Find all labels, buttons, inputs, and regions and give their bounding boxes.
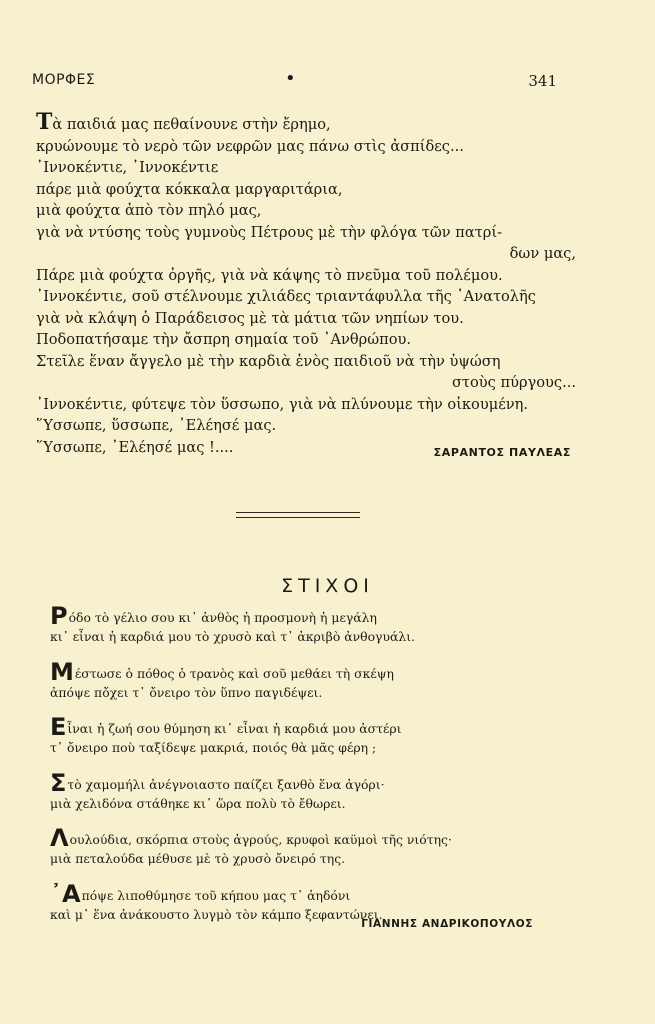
stanza-line — [50, 768, 570, 797]
poem-one-line: πάρε μιὰ φούχτα κόκκαλα μαργαριτάρια, — [36, 180, 343, 198]
stanza-line — [50, 824, 570, 852]
page-number: 341 — [528, 72, 557, 90]
poem-one-initial: Τ — [36, 109, 53, 135]
poem-one-author: ΣΑΡΑΝΤΟΣ ΠΑΥΛΕΑΣ — [433, 446, 571, 459]
poem-one-line: γιὰ νὰ ντύσης τοὺς γυμνοὺς Πέτρους μὲ τὴν φλόγα τῶν πατρί- — [36, 223, 503, 241]
stanza-line: μιὰ πεταλούδα μέθυσε μὲ τὸ χρυσὸ ὄνειρό της. — [50, 851, 346, 866]
stanza-initial: Μ — [50, 657, 74, 686]
stanza-line — [50, 602, 570, 630]
stanza-line: μιὰ χελιδόνα στάθηκε κι᾿ ὥρα πολὺ τὸ ἔθωρει. — [50, 795, 346, 811]
poem-one-line: μιὰ φούχτα ἀπὸ τὸν πηλό μας, — [36, 202, 262, 219]
stanza-line: τ᾿ ὄνειρο ποὺ ταξίδεψε μακριά, ποιός θὰ μᾶς φέρη ; — [50, 740, 377, 755]
stanza-line: κι᾿ εἶναι ἡ καρδιά μου τὸ χρυσὸ καὶ τ᾿ ἀκριβὸ ἀνθογυάλι. — [50, 629, 415, 644]
poem-one-lines — [36, 136, 576, 459]
stanza — [50, 768, 570, 813]
header-bullet: • — [285, 68, 296, 89]
poem-two-author: ΓΙΑΝΝΗΣ ΑΝΔΡΙΚΟΠΟΥΛΟΣ — [361, 918, 533, 930]
stanza-initial: Ρ — [50, 602, 68, 630]
stanza-line — [50, 879, 570, 908]
poem-one-line: ᾿Ιννοκέντιε, ᾿Ιννοκέντιε — [36, 159, 219, 176]
stanza-line-text: πόψε λιποθύμησε τοῦ κήπου μας τ᾿ ἀηδόνι — [81, 887, 351, 903]
poem-two — [50, 602, 570, 941]
poem-one-line: Στεῖλε ἕναν ἄγγελο μὲ τὴν καρδιὰ ἑνὸς παιδιοῦ νὰ τὴν ὑψώση — [36, 352, 501, 370]
poem-one-line: ᾿Ιννοκέντιε, σοῦ στέλνουμε χιλιάδες τριαντάφυλλα τῆς ᾿Ανατολῆς — [36, 288, 536, 305]
poem-one-line: ῞Υσσωπε, ὕσσωπε, ᾿Ελέησέ μας. — [36, 417, 277, 434]
journal-title: ΜΟΡΦΕΣ — [32, 72, 96, 88]
stanza-line: καὶ μ᾿ ἕνα ἀνάκουστο λυγμὸ τὸν κάμπο ξεφαντώνει. — [50, 906, 383, 922]
poem-one-first-line-text: ὰ παιδιά μας πεθαίνουνε στὴν ἔρημο, — [52, 116, 331, 133]
section-divider — [236, 512, 360, 518]
stanza-line-text: έστωσε ὁ πόθος ὁ τρανὸς καὶ σοῦ μεθάει τὴ σκέψη — [74, 665, 394, 681]
page-header — [32, 68, 557, 94]
poem-one-line: δων μας, — [509, 245, 576, 262]
stanza — [50, 602, 570, 646]
stanza-initial: ᾿Α — [50, 879, 81, 908]
stanza — [50, 657, 570, 702]
poem-one — [36, 109, 576, 458]
stanza — [50, 713, 570, 757]
stanza-line-text: ουλούδια, σκόρπια στοὺς ἀγρούς, κρυφοὶ καϋμοὶ τῆς νιότης· — [69, 832, 452, 847]
stanza — [50, 824, 570, 868]
poem-one-line: Πάρε μιὰ φούχτα ὀργῆς, γιὰ νὰ κάψης τὸ πνεῦμα τοῦ πολέμου. — [36, 266, 503, 284]
stanza-initial: Ε — [50, 713, 67, 741]
stanza-line-text: τὸ χαμομήλι ἀνέγνοιαστο παίζει ξανθὸ ἕνα ἀγόρι· — [67, 776, 385, 792]
stanza-initial: Λ — [50, 824, 69, 852]
stanza-line — [50, 713, 570, 741]
stanza-line: ἀπόψε πὄχει τ᾿ ὄνειρο τὸν ὕπνο παγιδέψει. — [50, 684, 323, 700]
stanza-initial: Σ — [50, 768, 67, 797]
stanza-line-text: όδο τὸ γέλιο σου κι᾿ ἀνθὸς ἡ προσμονὴ ἡ μεγάλη — [68, 610, 377, 625]
poem-two-title: ΣΤΙΧΟΙ — [281, 575, 374, 597]
poem-one-line: στοὺς πύργους... — [451, 374, 576, 391]
poem-one-line: ᾿Ιννοκέντιε, φύτεψε τὸν ὕσσωπο, γιὰ νὰ πλύνουμε τὴν οἰκουμένη. — [36, 395, 529, 413]
stanza-line — [50, 657, 570, 686]
poem-one-first-line — [36, 109, 576, 136]
poem-one-line: Ποδοπατήσαμε τὴν ἄσπρη σημαία τοῦ ᾿Ανθρώπου. — [36, 331, 412, 348]
poem-one-line: γιὰ νὰ κλάψη ὁ Παράδεισος μὲ τὰ μάτια τῶν νηπίων του. — [36, 309, 464, 327]
poem-one-line: κρυώνουμε τὸ νερὸ τῶν νεφρῶν μας πάνω στὶς ἀσπίδες... — [36, 137, 464, 155]
stanza-line-text: ἶναι ἡ ζωή σου θύμηση κι᾿ εἶναι ἡ καρδιά μου ἀστέρι — [67, 721, 402, 736]
poem-one-line: ῞Υσσωπε, ᾿Ελέησέ μας !.... — [36, 438, 234, 456]
